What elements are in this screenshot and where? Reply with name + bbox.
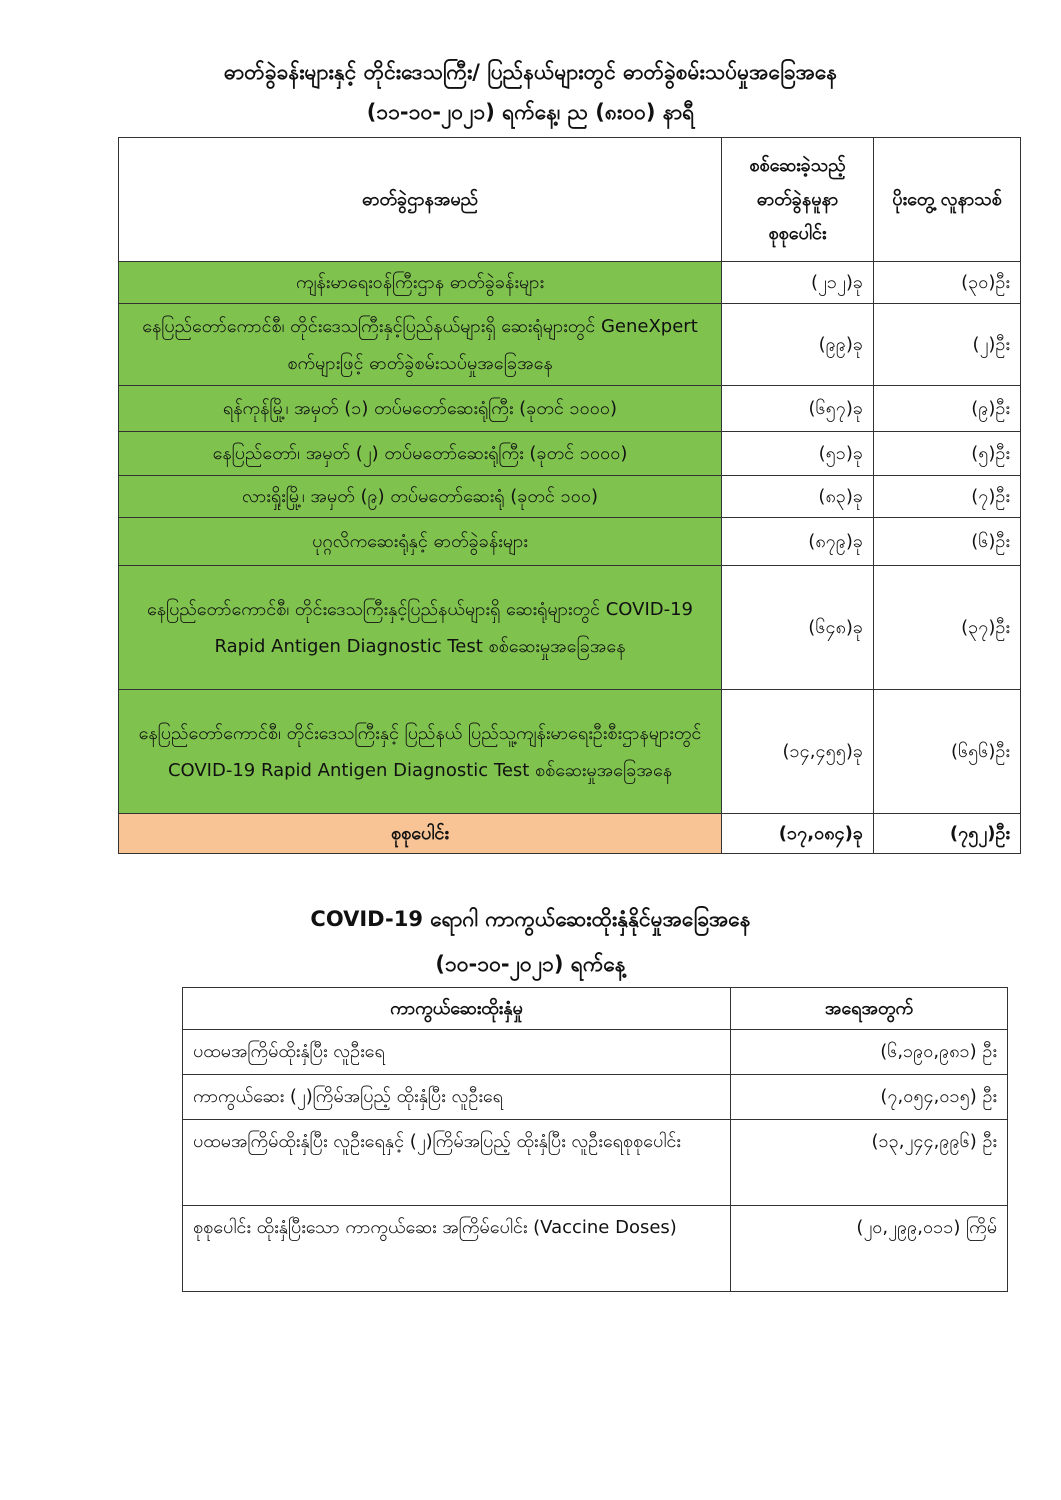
lab-name: ရန်ကုန်မြို့၊ အမှတ် (၁) တပ်မတော်ဆေးရုံကြီး (ခုတင် ၁၀၀၀) — [119, 386, 722, 432]
table-total-row — [119, 814, 1021, 854]
table-row — [183, 1206, 1008, 1292]
table-row — [119, 518, 1021, 566]
header-tested: စစ်ဆေးခဲ့သည့် ဓာတ်ခွဲနမူနာ စုစုပေါင်း — [722, 138, 874, 262]
lab-name: လားရှိုးမြို့၊ အမှတ် (၉) တပ်မတော်ဆေးရုံ (ခုတင် ၁၀၀) — [119, 476, 722, 518]
vaccination-item: ပထမအကြိမ်ထိုးနှံပြီး လူဦးရေ — [183, 1030, 731, 1075]
total-tested: (၁၇,၀၈၄)ခု — [722, 814, 874, 854]
tested-count: (၂၁၂)ခု — [722, 262, 874, 304]
positive-count: (၃၇)ဦး — [874, 566, 1021, 690]
vaccination-count: (၇,၀၅၄,၀၁၅) ဦး — [731, 1075, 1008, 1120]
positive-count: (၇)ဦး — [874, 476, 1021, 518]
lab-name: နေပြည်တော်၊ အမှတ် (၂) တပ်မတော်ဆေးရုံကြီး (ခုတင် ၁၀၀၀) — [119, 432, 722, 476]
tested-count: (၆၅၇)ခု — [722, 386, 874, 432]
report-title: ဓာတ်ခွဲခန်းများနှင့် တိုင်းဒေသကြီး/ ပြည်နယ်များတွင် ဓာတ်ခွဲစမ်းသပ်မှုအခြေအနေ — [223, 60, 838, 84]
header-count: အရေအတွက် — [731, 988, 1008, 1030]
table-row — [119, 262, 1021, 304]
header-positive: ပိုးတွေ့ လူနာသစ် — [874, 138, 1021, 262]
total-label: စုစုပေါင်း — [119, 814, 722, 854]
positive-count: (၅)ဦး — [874, 432, 1021, 476]
vaccination-item: စုစုပေါင်း ထိုးနှံပြီးသော ကာကွယ်ဆေး အကြိမ်ပေါင်း (Vaccine Doses) — [183, 1206, 731, 1292]
vaccination-count: (၁၃,၂၄၄,၉၉၆) ဦး — [731, 1120, 1008, 1206]
vaccination-table — [182, 987, 1008, 1292]
table-row — [119, 690, 1021, 814]
lab-name: ကျန်းမာရေးဝန်ကြီးဌာန ဓာတ်ခွဲခန်းများ — [119, 262, 722, 304]
positive-count: (၂)ဦး — [874, 304, 1021, 386]
vaccine-date: (၁၀-၁၀-၂၀၂၁) ရက်နေ့ — [435, 952, 626, 976]
vaccination-count: (၂၀,၂၉၉,၀၁၁) ကြိမ် — [731, 1206, 1008, 1292]
tested-count: (၉၉)ခု — [722, 304, 874, 386]
positive-count: (၆)ဦး — [874, 518, 1021, 566]
tested-count: (၅၁)ခု — [722, 432, 874, 476]
lab-name: နေပြည်တော်ကောင်စီ၊ တိုင်းဒေသကြီးနှင့်ပြည်နယ်များရှိ ဆေးရုံများတွင် GeneXpert စက်များဖြင့် ဓာတ်ခွဲစမ်းသပ်မှုအခြေအနေ — [119, 304, 722, 386]
total-positive: (၇၅၂)ဦး — [874, 814, 1021, 854]
vaccine-title: COVID-19 ရောဂါ ကာကွယ်ဆေးထိုးနှံနိုင်မှုအခြေအနေ — [310, 907, 751, 931]
vaccination-item: ကာကွယ်ဆေး (၂)ကြိမ်အပြည့် ထိုးနှံပြီး လူဦးရေ — [183, 1075, 731, 1120]
tested-count: (၈၇၉)ခု — [722, 518, 874, 566]
vaccination-item: ပထမအကြိမ်ထိုးနှံပြီး လူဦးရေနှင့် (၂)ကြိမ်အပြည့် ထိုးနှံပြီး လူဦးရေစုစုပေါင်း — [183, 1120, 731, 1206]
table-row — [183, 1120, 1008, 1206]
header-vaccination: ကာကွယ်ဆေးထိုးနှံမှု — [183, 988, 731, 1030]
table-row — [119, 566, 1021, 690]
tested-count: (၁၄,၄၅၅)ခု — [722, 690, 874, 814]
table-row — [119, 386, 1021, 432]
lab-name: နေပြည်တော်ကောင်စီ၊ တိုင်းဒေသကြီးနှင့်ပြည်နယ်များရှိ ဆေးရုံများတွင် COVID-19 Rapid Antigen Diagnostic Test စစ်ဆေးမှုအခြေအနေ — [119, 566, 722, 690]
positive-count: (၃၀)ဦး — [874, 262, 1021, 304]
vaccination-count: (၆,၁၉၀,၉၈၁) ဦး — [731, 1030, 1008, 1075]
lab-name: ပုဂ္ဂလိကဆေးရုံနှင့် ဓာတ်ခွဲခန်းများ — [119, 518, 722, 566]
testing-table — [118, 137, 1021, 854]
table-row — [183, 1030, 1008, 1075]
table-header-row — [119, 138, 1021, 262]
tested-count: (၈၃)ခု — [722, 476, 874, 518]
positive-count: (၉)ဦး — [874, 386, 1021, 432]
positive-count: (၆၅၆)ဦး — [874, 690, 1021, 814]
table-row — [183, 1075, 1008, 1120]
table-header-row — [183, 988, 1008, 1030]
lab-name: နေပြည်တော်ကောင်စီ၊ တိုင်းဒေသကြီးနှင့် ပြည်နယ် ပြည်သူ့ကျန်းမာရေးဦးစီးဌာနများတွင် COVID-19 Rapid Antigen Diagnostic Test စစ်ဆေးမှုအခြေအနေ — [119, 690, 722, 814]
tested-count: (၆၄၈)ခု — [722, 566, 874, 690]
header-lab-name: ဓာတ်ခွဲဌာနအမည် — [119, 138, 722, 262]
report-date: (၁၁-၁၀-၂၀၂၁) ရက်နေ့၊ ည (၈း၀၀) နာရီ — [366, 100, 695, 124]
table-row — [119, 304, 1021, 386]
table-row — [119, 432, 1021, 476]
table-row — [119, 476, 1021, 518]
